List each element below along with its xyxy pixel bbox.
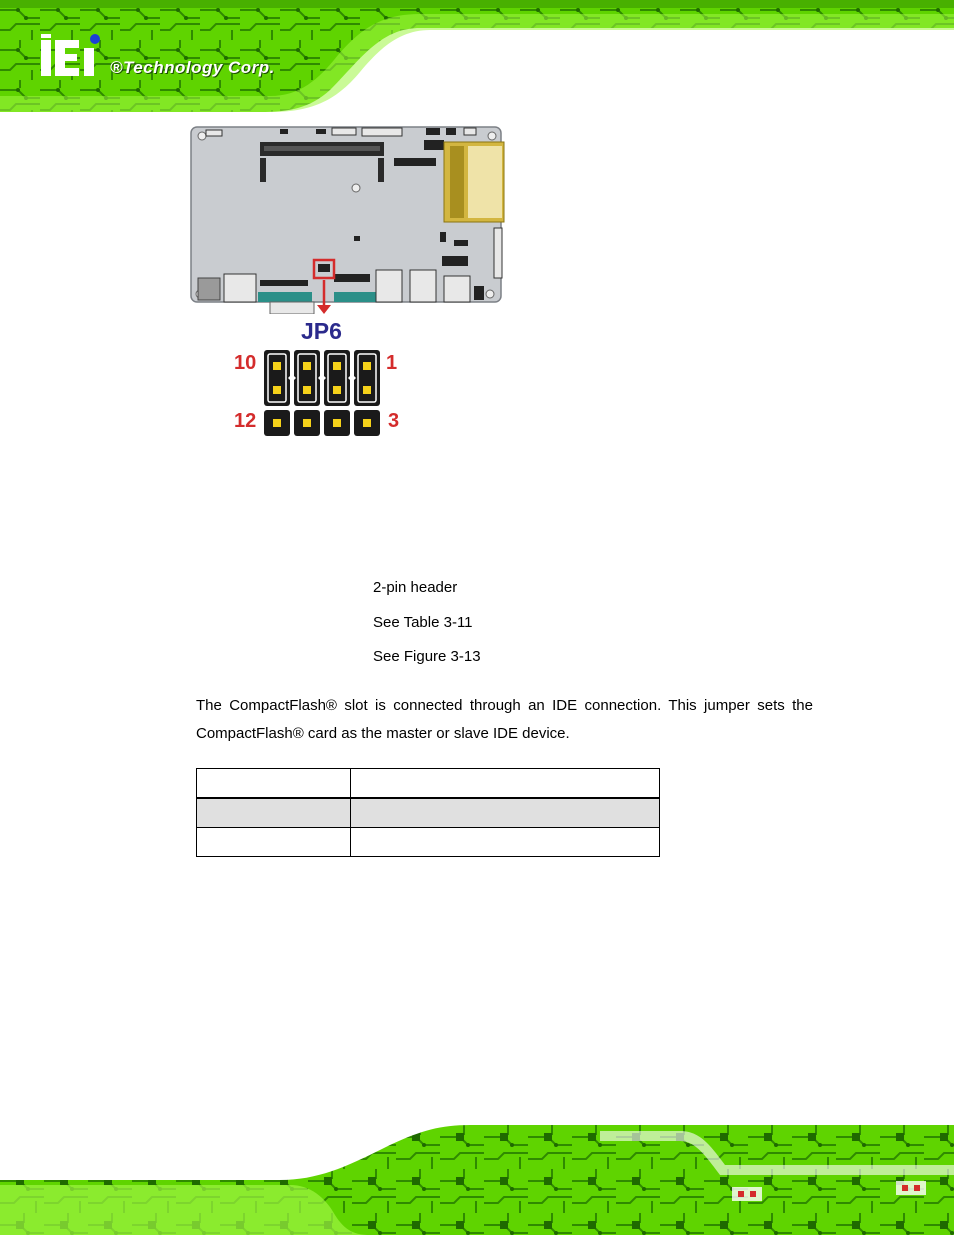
table-cell: [197, 828, 351, 857]
description-paragraph: The CompactFlash® slot is connected through an IDE connection. This jumper sets the CompactFlash® card as the master or slave IDE device.: [196, 697, 813, 742]
jumper-settings-table: [196, 768, 660, 857]
pcb-footer-graphic: [0, 1125, 954, 1235]
table-cell: [351, 798, 660, 828]
board-layout-figure: [188, 124, 508, 314]
jumper-pinout-figure: [228, 318, 418, 440]
pin-label-top-right: 1: [386, 352, 398, 374]
table-row: [197, 769, 660, 799]
brand-text: ®Technology Corp.: [110, 58, 275, 77]
pin-label-bottom-left: 12: [234, 410, 257, 432]
table-cell: [197, 798, 351, 828]
table-cell: [351, 828, 660, 857]
page-footer: [0, 1125, 954, 1235]
pin-label-top-left: 10: [234, 352, 257, 374]
table-row: [197, 828, 660, 857]
pcb-header-graphic: [0, 0, 954, 112]
jumper-location-ref: See Figure 3-13: [373, 648, 481, 665]
table-cell: [197, 769, 351, 799]
iei-logo-icon: [40, 34, 104, 78]
table-row: [197, 798, 660, 828]
table-cell: [351, 769, 660, 799]
jumper-type: 2-pin header: [373, 579, 458, 596]
jumper-settings-ref: See Table 3-11: [373, 614, 473, 631]
jumper-label: JP6: [301, 318, 342, 344]
pin-header-diagram: [262, 348, 386, 438]
iei-logo: [40, 34, 104, 78]
pin-label-bottom-right: 3: [388, 410, 400, 432]
page-header: [0, 0, 954, 112]
motherboard-diagram: [188, 124, 508, 314]
